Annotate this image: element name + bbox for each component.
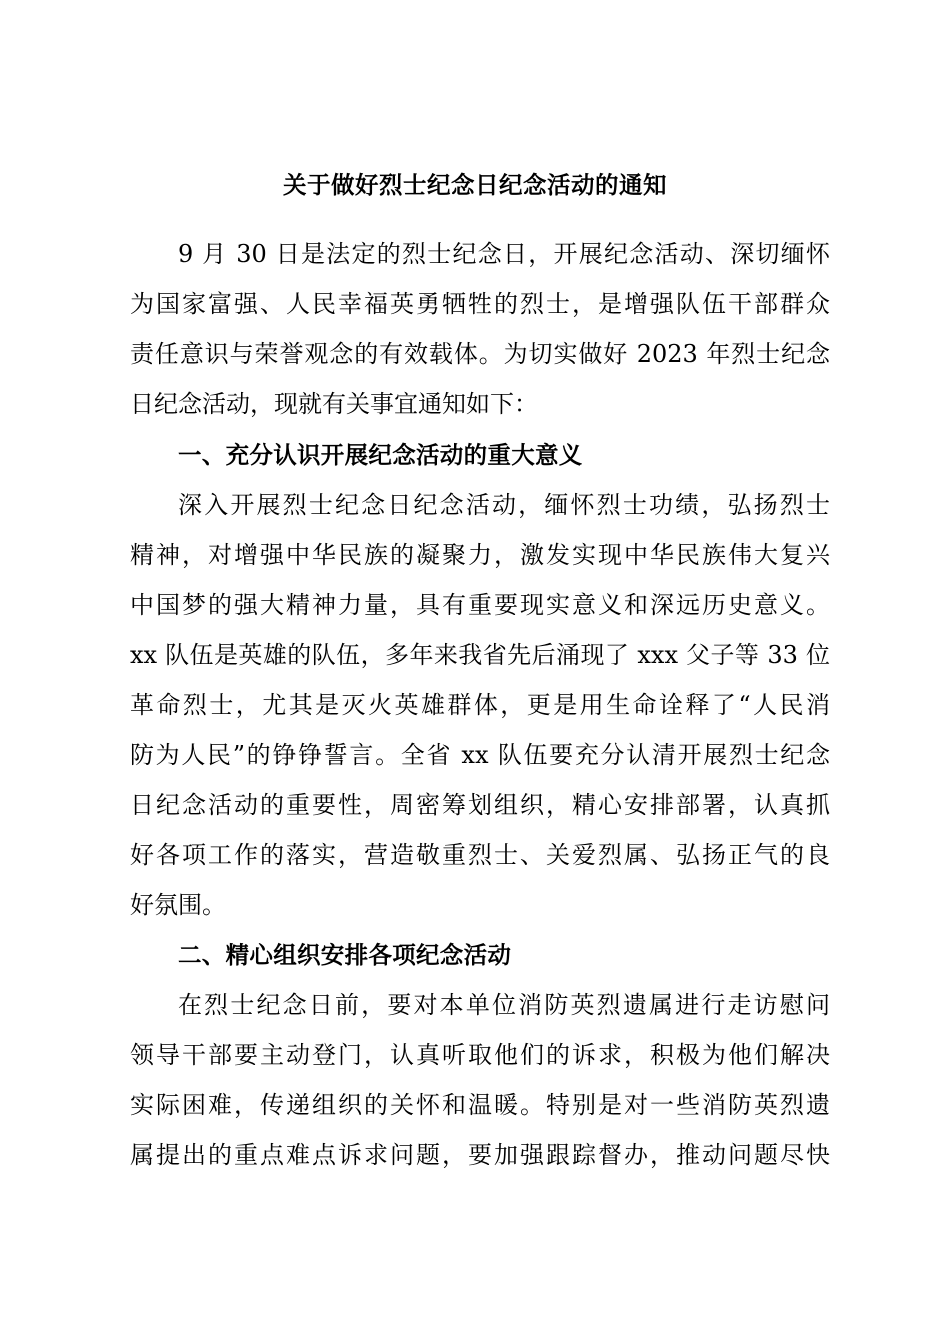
section2-line-2: 领导干部要主动登门，认真听取他们的诉求，积极为他们解决 bbox=[130, 1041, 830, 1069]
document-title: 关于做好烈士纪念日纪念活动的通知 bbox=[283, 171, 667, 199]
section1-line-8: 好各项工作的落实，营造敬重烈士、关爱烈属、弘扬正气的良 bbox=[130, 841, 830, 869]
section1-line-7: 日纪念活动的重要性，周密筹划组织，精心安排部署，认真抓 bbox=[130, 791, 830, 819]
section2-line-1: 在烈士纪念日前，要对本单位消防英烈遗属进行走访慰问 bbox=[178, 991, 830, 1019]
section1-line-5: 革命烈士，尤其是灭火英雄群体，更是用生命诠释了“人民消 bbox=[130, 691, 830, 719]
section1-line-3: 中国梦的强大精神力量，具有重要现实意义和深远历史意义。 bbox=[130, 591, 830, 619]
section2-heading: 二、精心组织安排各项纪念活动 bbox=[178, 941, 512, 969]
intro-line-1: 9 月 30 日是法定的烈士纪念日，开展纪念活动、深切缅怀 bbox=[178, 240, 830, 268]
intro-line-4: 日纪念活动，现就有关事宜通知如下： bbox=[130, 390, 538, 418]
section2-line-3: 实际困难，传递组织的关怀和温暖。特别是对一些消防英烈遗 bbox=[130, 1091, 830, 1119]
section1-line-1: 深入开展烈士纪念日纪念活动，缅怀烈士功绩，弘扬烈士 bbox=[178, 491, 830, 519]
intro-line-3: 责任意识与荣誉观念的有效载体。为切实做好 2023 年烈士纪念 bbox=[130, 340, 830, 368]
section2-line-4: 属提出的重点难点诉求问题，要加强跟踪督办，推动问题尽快 bbox=[130, 1141, 830, 1169]
intro-line-2: 为国家富强、人民幸福英勇牺牲的烈士，是增强队伍干部群众 bbox=[130, 290, 830, 318]
section1-line-6: 防为人民”的铮铮誓言。全省 xx 队伍要充分认清开展烈士纪念 bbox=[130, 741, 830, 769]
section1-heading: 一、充分认识开展纪念活动的重大意义 bbox=[178, 441, 583, 469]
section1-line-9: 好氛围。 bbox=[130, 891, 226, 919]
section1-line-2: 精神，对增强中华民族的凝聚力，激发实现中华民族伟大复兴 bbox=[130, 541, 830, 569]
section1-line-4: xx 队伍是英雄的队伍，多年来我省先后涌现了 xxx 父子等 33 位 bbox=[130, 641, 830, 669]
